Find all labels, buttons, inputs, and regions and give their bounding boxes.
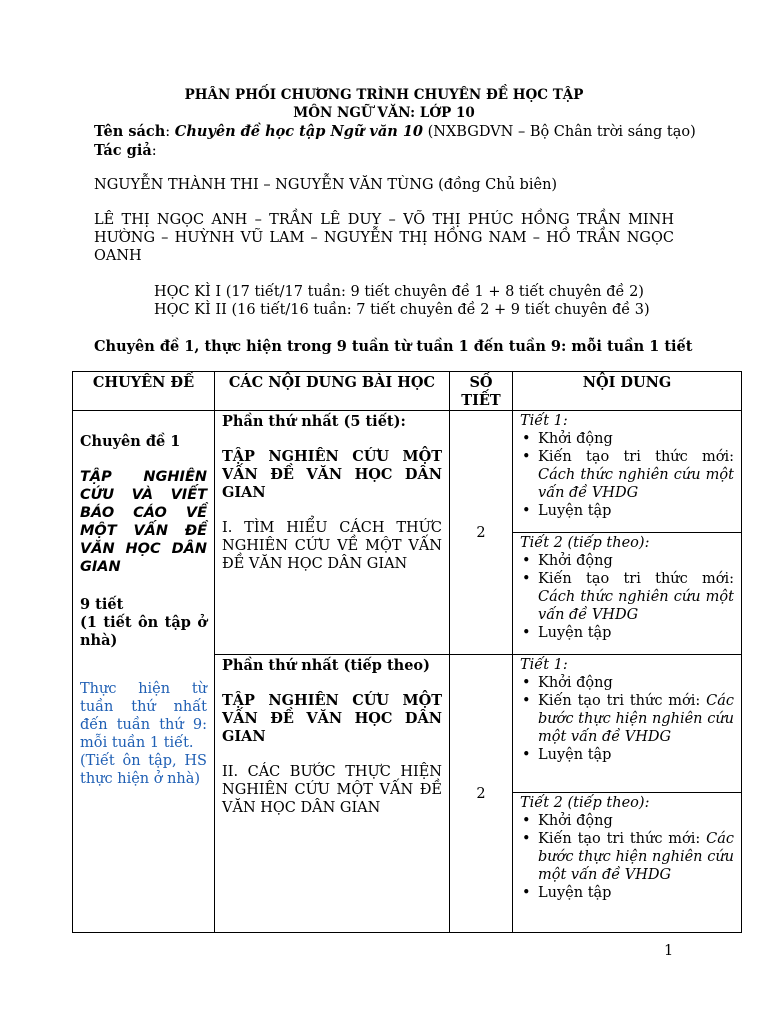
page-number: 1 <box>664 943 674 959</box>
list-item: • Khởi động <box>520 812 734 830</box>
author-label: Tác giả <box>94 142 152 159</box>
author-line: Tác giả: <box>94 142 157 159</box>
table-header-row <box>73 372 742 411</box>
part-2-subtitle: TẬP NGHIÊN CỨU MỘT VẤN ĐỀ VĂN HỌC DÂN GIAN <box>222 692 442 745</box>
topic-cell <box>73 411 215 933</box>
list-item: • Khởi động <box>520 674 734 692</box>
header-count: SỐ TIẾT <box>450 372 513 411</box>
authors-main: NGUYỄN THÀNH THI – NGUYỄN VĂN TÙNG (đồng Chủ biên) <box>94 177 558 193</box>
list-item: • Kiến tạo tri thức mới: Cách thức nghiên cứu một vấn đề VHDG <box>520 448 734 502</box>
list-item: • Kiến tạo tri thức mới: Các bước thực hiện nghiên cứu một vấn đề VHDG <box>520 692 734 746</box>
list-item: • Luyện tập <box>520 746 734 764</box>
book-publisher: (NXBGDVN – Bộ Chân trời sáng tạo) <box>427 124 696 140</box>
part-1-count: 2 <box>450 411 513 655</box>
part-2-title: Phần thứ nhất (tiếp theo) <box>222 657 430 674</box>
authors-line-3: OANH <box>94 248 142 264</box>
topic-intro: Chuyên đề 1, thực hiện trong 9 tuần từ tuần 1 đến tuần 9: mỗi tuần 1 tiết <box>94 338 693 355</box>
topic-hours: 9 tiết (1 tiết ôn tập ở nhà) <box>80 596 207 649</box>
table-row <box>73 411 742 533</box>
list-item: • Khởi động <box>520 430 734 448</box>
list-item: • Khởi động <box>520 552 734 570</box>
part-2-count: 2 <box>450 655 513 933</box>
list-item: • Kiến tạo tri thức mới: Các bước thực hiện nghiên cứu một vấn đề VHDG <box>520 830 734 884</box>
semester-1: HỌC KÌ I (17 tiết/17 tuần: 9 tiết chuyên đề 1 + 8 tiết chuyên đề 2) <box>154 284 644 300</box>
doc-title: PHÂN PHỐI CHƯƠNG TRÌNH CHUYÊN ĐỀ HỌC TẬP <box>184 87 584 103</box>
part-2-cell <box>215 655 450 933</box>
part-1-body: I. TÌM HIỂU CÁCH THỨC NGHIÊN CỨU VỀ MỘT VẤN ĐỀ VĂN HỌC DÂN GIAN <box>222 520 442 572</box>
part-2-lesson-1: Tiết 1: • Khởi động • Kiến tạo tri thức mới: Các bước thực hiện nghiên cứu một vấn đề VHDG • Luyện tập <box>513 655 742 793</box>
topic-label: Chuyên đề 1 <box>80 433 181 450</box>
doc-subtitle: MÔN NGỮ VĂN: LỚP 10 <box>293 105 475 121</box>
program-table <box>72 371 742 933</box>
list-item: • Luyện tập <box>520 624 734 642</box>
header-details: NỘI DUNG <box>513 372 742 411</box>
book-label: Tên sách <box>94 123 166 140</box>
authors-line-2: HƯỜNG – HUỲNH VŨ LAM – NGUYỄN THỊ HỒNG NAM – HỒ TRẦN NGỌC <box>94 230 674 246</box>
part-2-lesson-2: Tiết 2 (tiếp theo): • Khởi động • Kiến tạo tri thức mới: Các bước thực hiện nghiên cứu một vấn đề VHDG • Luyện tập <box>513 793 742 933</box>
list-item: • Luyện tập <box>520 502 734 520</box>
part-1-cell <box>215 411 450 655</box>
part-1-title: Phần thứ nhất (5 tiết): <box>222 413 406 430</box>
topic-title: TẬP NGHIÊN CỨU VÀ VIẾT BÁO CÁO VỀ MỘT VẤN ĐỀ VĂN HỌC DÂN GIAN <box>80 469 207 575</box>
topic-note: Thực hiện từ tuần thứ nhất đến tuần thứ 9: mỗi tuần 1 tiết. (Tiết ôn tập, HS thực hiện ở nhà) <box>80 681 207 787</box>
part-1-lesson-1: Tiết 1: • Khởi động • Kiến tạo tri thức mới: Cách thức nghiên cứu một vấn đề VHDG • Luyện tập <box>513 411 742 533</box>
book-title: Chuyên đề học tập Ngữ văn 10 <box>174 123 424 140</box>
semester-2: HỌC KÌ II (16 tiết/16 tuần: 7 tiết chuyên đề 2 + 9 tiết chuyên đề 3) <box>154 302 650 318</box>
book-line: Tên sách: Chuyên đề học tập Ngữ văn 10 (NXBGDVN – Bộ Chân trời sáng tạo) <box>94 123 696 140</box>
list-item: • Luyện tập <box>520 884 734 902</box>
header-contents: CÁC NỘI DUNG BÀI HỌC <box>215 372 450 411</box>
part-1-lesson-2: Tiết 2 (tiếp theo): • Khởi động • Kiến tạo tri thức mới: Cách thức nghiên cứu một vấn đề VHDG • Luyện tập <box>513 533 742 655</box>
authors-line-1: LÊ THỊ NGỌC ANH – TRẦN LÊ DUY – VÕ THỊ PHÚC HỒNG TRẦN MINH <box>94 212 674 228</box>
part-2-body: II. CÁC BƯỚC THỰC HIỆN NGHIÊN CỨU MỘT VẤN ĐỀ VĂN HỌC DÂN GIAN <box>222 764 442 816</box>
header-topic: CHUYÊN ĐỀ <box>73 372 215 411</box>
list-item: • Kiến tạo tri thức mới: Cách thức nghiên cứu một vấn đề VHDG <box>520 570 734 624</box>
part-1-subtitle: TẬP NGHIÊN CỨU MỘT VẤN ĐỀ VĂN HỌC DÂN GIAN <box>222 448 442 501</box>
